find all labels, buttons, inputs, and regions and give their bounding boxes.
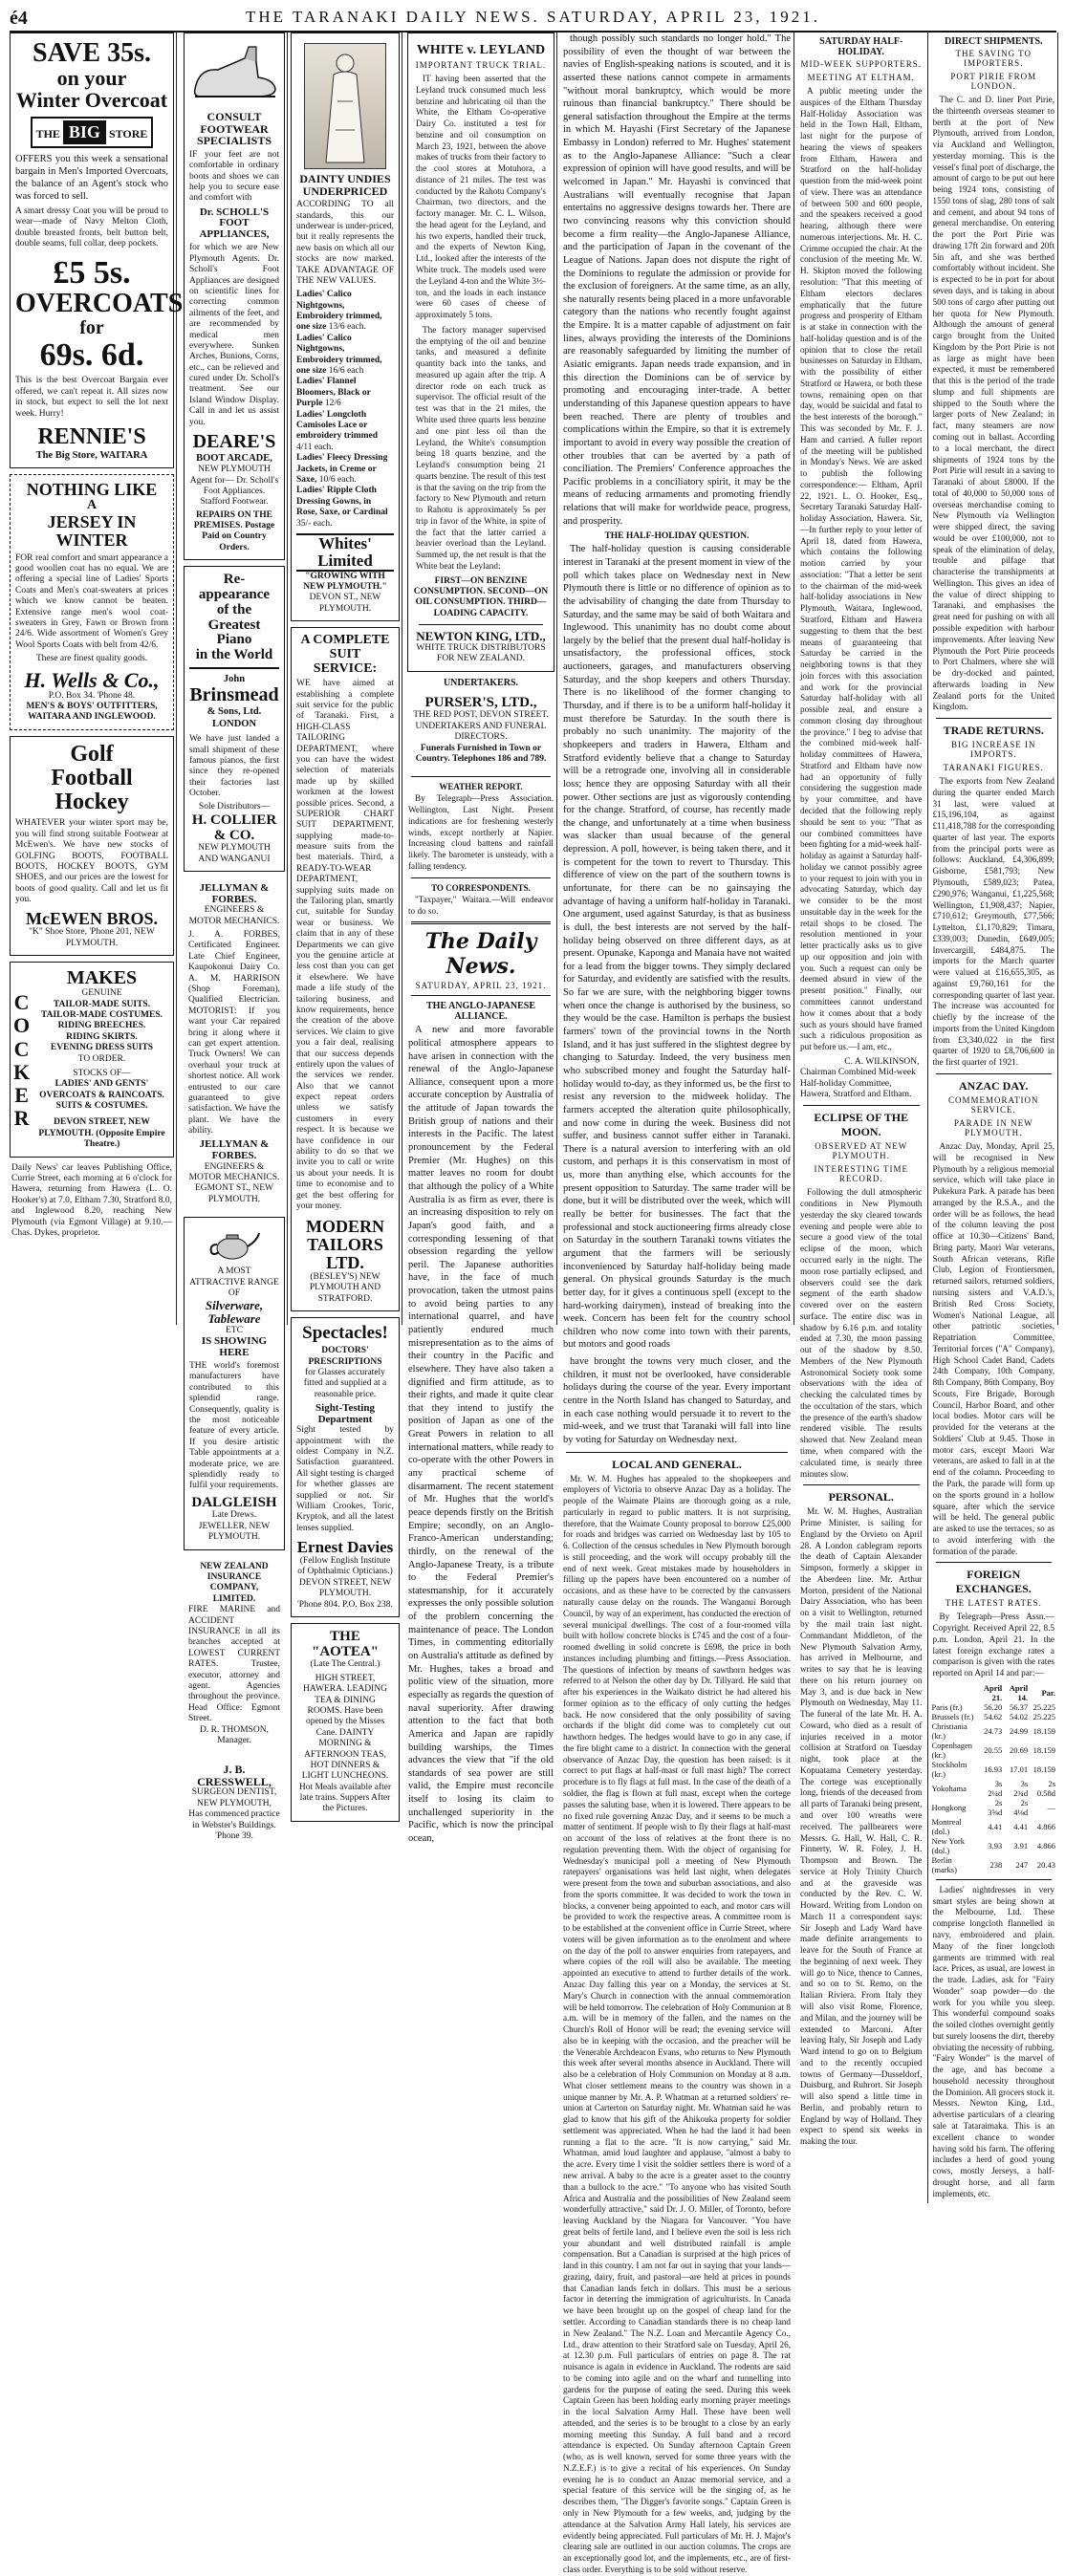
underwear-list — [296, 290, 394, 530]
signature-title: Chairman Combined Mid-week Half-holiday Committee, Hawera, Stratford and Eltham. — [800, 1068, 916, 1100]
table-row: Yokohama 3s 2¼d 3s 2¾d 2s 0.58d — [931, 1778, 1055, 1798]
makes-item: GENUINE — [81, 988, 122, 999]
weather-heading: WEATHER REPORT. — [439, 782, 523, 792]
pursers-sub: THE RED POST, DEVON STREET. UNDERTAKERS AND FUNERAL DIRECTORS. — [413, 710, 549, 743]
piano-text: We have just landed a small shipment of these famous pianos, the first since they re-opened their factories last October. — [189, 734, 279, 799]
big-store-ad — [10, 32, 184, 468]
half-holiday-text: The half-holiday question is causing considerable interest in Taranaki at the present moment in view of the poll which takes place on Wednesday next in New Plymouth there is little or no difference of opinion as to the advisability of changing the date from Thursday to Saturday, and the same may be said of both Waitara and Inglewood. This unanimity has no doubt come about largely by the belief that the present dual half-holiday is unsatisfactory, the professional offices, stock auctioneers, garages, and manufacturers observing Saturday, and the shop keepers and others Thursday. There is no likelihood of the former changing to Thursday, and if there is to be a uniform half-holiday it must therefore be Saturday. In the south there is probably no such unanimity. The majority of the shopkeepers and traders in Hawera, Eltham and Stratford evidently believe that a change to Saturday will be a retrograde one, involving all in considerable loss; hence they are opposing Saturday with all their power. Other sections are just as vigorously contending for the change. Stratford, of course, has recently made the change, and unfortunately at a time when business was slacker than usual because of the general depression. A poll, however, is being taken there, and it is competent for the town to revert to Thursday. This difference of view on the part of the southern towns is unfortunate, for there can be no gainsaying the advantage of having a uniform half-holiday in Taranaki. One argument, used against Saturday, is that as business is dull, the best interests are not served by the half-holiday being observed on three different days, as at present. Opunake, Kaponga and Manaia have not waited for a lead from the bigger towns. They simply declared for Saturday, and evidently are satisfied with the results. So far we are sure, with the neighboring bigger towns when once the change is authorised by the business, so they would be the case. Hamilton is perhaps the busiest farmers' town of the provincial towns in the North Island, and it has just suffered in the slightest degree by changing to Saturday. Indeed, the very business men who subscribed money and fought the Saturday half-holiday would to-day, as they informed us, be the first to resist any reversion to the midweek holiday. The farmers accepted the alteration quite philosophically, and now come in during the week. Business did not suffer, and business cannot suffer either in Taranaki. There is a natural aversion to interfering with an old custom, and perhaps it is this conservatism in most of us, more than anything else, which accounts for the present opposition to Saturday. The same trader will be done, but it will be distributed over the week, which will really be better for businesses. The fact that the professional and stock auctioneering firms already close on Saturday in the southern Taranaki towns vitiates the argument that the farmers will be seriously inconvenienced by Saturday half-holiday being made general. On physical grounds Saturday is the much better day, for it gives a continuous spell (except to the hard-working dairymen), instead of breaking into the week. Concern has been felt for the country school children who now come into town with their parents, but motors and good roads — [563, 544, 791, 1351]
dainty-text: ACCORDING TO all standards, this our underwear is under-priced, but it really represents the new basis on which all our stocks are now marked. TAKE ADVANTAGE OF THE NEW VALUES. — [296, 200, 394, 286]
ernest-sub: (Fellow English Institute of Ophthalmic Opticians.) DEVON STREET, NEW PLYMOUTH. — [297, 1555, 393, 1599]
modern-tailors-ad — [291, 627, 400, 1311]
cresswell-name: J. B. CRESSWELL, — [197, 1763, 272, 1788]
scholl-heading: Dr. SCHOLL'S FOOT APPLIANCES, — [199, 206, 270, 240]
deares-arcade: BOOT ARCADE, — [196, 453, 272, 465]
silverware-text: THE world's foremost manufacturers have contributed to this splendid range. Consequently, quality is the most noticeable feature of every article. If you desire artistic Table appointments at a moderate price, we are splendidly ready to fulfil your requirements. — [189, 1361, 279, 1491]
direct-shipments-text: The C. and D. liner Port Pirie, the thirteenth overseas steamer to berth at the port of New Plymouth, arrived from London, via Auckland and Wellington, yesterday morning. This is the vessel's final port of discharge, the amount of cargo to be put out here being 1924 tons, consisting of 1550 tons of slag, 280 tons of salt and cement, and about 94 tons of general merchandise. On entering the port the Port Pirie was drawing 17ft 2in forward and 20ft 5in aft, and she was berthed comfortably without incident. She is expected to be in port for about seven days, and is taking in about 500 tons of cargo after putting out her quota for New Plymouth. Although the amount of general cargo brought from the United Kingdom by the Port Pirie is not as large as might have been expected, it must be remembered that this is the period of the trade slump and full shipments are shipped to the South where the larger ports of New Zealand; in fact, many steamers are now coming out in ballast. According to a local merchant, the direct shipments of 1924 tons by the Port Pirie will result in a saving to Taranaki of about £8000. If the total of 40,000 to 50,000 tons of overseas merchandise coming to New Plymouth via Wellington were shipped direct, the saving would be over £100,000, not to speak of the elimination of delay, trouble and pilfage that characterise the transhipments at Wellington. This gives an idea of the value of direct shipping to Taranaki, and emphasises the great need for pushing on with all possible expedition with harbour improvements. After leaving New Plymouth the Port Pirie proceeds to Port Chalmers, where she will be dry-docked and painted, afterwards loading in New Zealand ports for the United Kingdom. — [932, 95, 1054, 712]
jellyman-name-footer: JELLYMAN & FORBES. — [199, 1138, 270, 1161]
wells-name: H. Wells & Co., — [24, 667, 160, 692]
personal-text: Mr. W. M. Hughes, Australian Prime Minister, is sailing for England by the Orvieto on April 28. A London cablegram reports the death of Captain Alexander Simpson, formerly a skipper in the Aberdeen line. Mr. Arthur Morton, president of the National Dairy Association, who has been on a visit to Wellington, returned by the mail train last night. Commandant Middleton, of the New Plymouth Salvation Army, has arrived in Melbourne, and writes to say that he is leaving there on his return journey on May 3, and is due back in New Plymouth on Wednesday, May 11. The funeral of the late Mr. H. A. Coward, who died as a result of injuries received in a motor collision at Stratford on Tuesday night, took place at the Kopuatama Cemetery yesterday. The cortege was exceptionally long, friends of the deceased from all parts of Taranaki being present, and over 100 wreaths were received. The pallbearers were Messrs. G. Hall, W. Hall, C. R. Finnerty, W. R. Foley, J. H. Thompson and Brown. The service at Holy Trinity Church and at the graveside was conducted by the Rev. C. W. Howard. Writing from London on March 11 a correspondent says: Sir Joseph and Lady Ward have made definite arrangements to leave for the South of France at the beginning of next week. They will go to Nice, thence to Cannes, and so on to St. Remo, on the Italian Riviera. From Italy they will also visit Rome, Florence, and Milan, and the journey will be extended to Marconi. After leaving Italy, Sir Joseph and Lady Ward intend to go on to Belgium and to the recently occupied towns of Germany—Dusseldorf, Duisburg, and Ruhrort. Sir Joseph will also spend a little time in Berlin, and probably return to England by way of Holland. They expect to spend six weeks in making the tour. — [800, 1506, 923, 2147]
makes-item: STOCKS OF— — [73, 1068, 131, 1078]
direct-shipments-sub: THE SAVING TO IMPORTERS. — [955, 49, 1032, 68]
cocker-address: DEVON STREET, NEW PLYMOUTH. (Opposite Empire Theatre.) — [38, 1117, 165, 1150]
pursers-text: Funerals Furnished in Town or Country. Telephones 186 and 789. — [415, 743, 547, 764]
shoe-illustration — [189, 39, 281, 106]
direct-shipments-heading: DIRECT SHIPMENTS. — [944, 36, 1043, 47]
cresswell-ad — [184, 1758, 285, 1848]
jersey-text: FOR real comfort and smart appearance a good woollen coat has no equal. We are offering a special line of Ladies' Sports Coats and Men's coat-sweaters at prices which we know cannot be beaten. Extensive range men's wool coat-sweaters in Grey, Fawn or Brown from 24/6. Wide assortment of Women's Grey Wool Sports Coats with belt from 42/6. — [15, 552, 168, 650]
insurance-company: NEW ZEALAND INSURANCE COMPANY, LIMITED. — [200, 1561, 269, 1604]
half-holiday-continued: have brought the towns very much closer, and the children, it must not be overlooked, have considerable holidays during the course of the year. Every important centre in the North Island has changed to Saturday, and in each case nothing would persuade it to revert to the mid-week, and we trust that Taranaki will fall into line by voting for Saturday on Wednesday next. — [563, 1356, 791, 1445]
big-store-logo — [15, 117, 168, 148]
aotea-text: HIGH STREET, HAWERA. LEADING TEA & DINING ROOMS. Have been opened by the Misses Cane. DAINTY MORNING & AFTERNOON TEAS, HOT DINNERS & LIGHT LUNCHEONS. Hot Meals available after late trains. Suppers After the Pictures. — [298, 1673, 392, 1814]
piano-line3: Greatest Piano — [207, 617, 261, 648]
table-header-row: April 21. April 14. Par. — [983, 1682, 1055, 1702]
publishing-imprint: Daily News' car leaves Publishing Office, Currie Street, each morning at 6 o'clock for Hawera, returning from Hawera (L. O. Hooker's) at 7.0, Eltham 7.30, Stratford 8.0, and Inglewood 8.20, reaching New Plymouth (via Egmont Village) at 9.10.—Chas. Dykes, proprietor. — [11, 1162, 172, 1238]
exchange-table — [930, 1683, 1058, 1874]
sole-distributors: Sole Distributors— — [198, 802, 271, 812]
makes-item: TAILOR-MADE COSTUMES. — [40, 1009, 163, 1020]
makes-item: LADIES' AND GENTS' OVERCOATS & RAINCOATS. — [39, 1079, 164, 1100]
wells-contact: P.O. Box 34. 'Phone 48. — [48, 690, 136, 701]
page-number: é4 — [10, 8, 28, 29]
anzac-sub2: PARADE IN NEW PLYMOUTH. — [953, 1118, 1033, 1138]
overcoats-label: OVERCOATS — [15, 289, 184, 319]
brinsmead-london: LONDON — [211, 719, 257, 730]
table-row: Montreal (dol.) 4.41 4.41 4.866 — [931, 1816, 1055, 1836]
mcewen-name: McEWEN BROS. — [25, 908, 158, 928]
jellyman-name: JELLYMAN & FORBES. — [199, 882, 270, 905]
makes-item: TO ORDER. — [77, 1053, 126, 1064]
collier-location: NEW PLYMOUTH AND WANGANUI — [198, 843, 271, 864]
modern-label: MODERN — [306, 1217, 384, 1237]
masthead — [10, 6, 1056, 32]
dalgleish-sub: Late Drews. JEWELLER, NEW PLYMOUTH. — [198, 1510, 271, 1543]
cocker-letter: C — [13, 1036, 30, 1061]
saturday-sub2: MEETING AT ELTHAM. — [807, 73, 915, 82]
jersey-ad — [10, 474, 174, 730]
weather-text: By Telegraph—Press Association. Wellington, Last Night. Present indications are for freshening westerly winds, except northerly at Napier. Increasing cloud battens and rainfall likely. The barometer is unsteady, with a falling tendency. — [408, 793, 554, 871]
eclipse-sub2: INTERESTING TIME RECORD. — [814, 1164, 909, 1184]
jersey-line2: A — [86, 498, 98, 513]
eclipse-text: Following the dull atmospheric conditions in New Plymouth yesterday the sky cleared towards evening and people were able to secure a good view of the total eclipse of the moon, which occurred early in the night. The moon rose partially eclipsed, and observers could see the dark segment of the earth shadow covered over on the eastern surface. The entire disc was in shadow by 6.16 p.m. and totality ended at 7.30, the moon passing out of the shadow by 8.50. Members of the New Plymouth Astronomical Society took some observations with the idea of checking the calculated times by the occultation of the stars, which the presence of the earth's shadow rendered visible. The results showed that New Zealand mean time, when compared with the calculated time, is nearly three minutes slow. — [800, 1187, 923, 1479]
column-4 — [405, 32, 557, 1844]
silverware-title: Silverware, Tableware — [205, 1298, 264, 1326]
deares-agent: Agent for— Dr. Scholl's Foot Appliances. Stafford Footwear. — [189, 475, 279, 508]
cresswell-title: SURGEON DENTIST, NEW PLYMOUTH, — [191, 1787, 277, 1808]
save-headline: SAVE 35s. — [33, 38, 151, 68]
table-row: Hongkong 2s 3⅝d 2s 4⅛d — — [931, 1797, 1055, 1817]
local-general-heading: LOCAL AND GENERAL. — [612, 1457, 742, 1471]
piano-line1: Re-appearance — [198, 572, 271, 603]
column-6-left — [797, 32, 928, 2203]
column-6 — [797, 32, 1058, 2198]
offer-text: OFFERS you this week a sensational bargain in Men's Imported Overcoats, the balance of an Agent's stock who was forced to sell. — [15, 153, 168, 202]
suit-text: WE have aimed at establishing a complete suit service for the public of Taranaki. First, a HIGH-CLASS TAILORING DEPARTMENT, where you can have the widest selection of materials made up by skilled workmen at the lowest possible prices. Second, a SUPERIOR CHART SUIT DEPARTMENT, supplying made-to-measure suits from the best materials. Third, a READY-TO-WEAR DEPARTMENT, supplying suits made on the Tailoring plan, smartly cut, suitable for Sunday wear or business. We claim that in any of these Departments we can give you the genuine article at less cost than you can get it elsewhere. We have made a life study of the tailoring business, and know requirements, hence the creation of the above services. We claim to give you a fair deal, realising that our success depends entirely upon the values of the services we render. Also that we cannot expect repeat orders unless we satisfy customers in every respect. It is because we have confidence in our ability to do so that we invite you to call or write us about your needs. It is time to economise and to get the best offering for your money. — [296, 679, 394, 1211]
signature: C. A. WILKINSON, — [844, 1056, 920, 1067]
ernest-name: Ernest Davies — [296, 1538, 394, 1557]
anzac-heading: ANZAC DAY. — [959, 1079, 1029, 1093]
jellyman-address: ENGINEERS & MOTOR MECHANICS. EGMONT ST., NEW PLYMOUTH. — [188, 1161, 280, 1204]
whites-ad — [291, 32, 400, 621]
piano-line2: of the — [216, 601, 252, 617]
personal-heading: PERSONAL. — [828, 1490, 894, 1504]
table-row: New York (dol.) 3.93 3.91 4.866 — [931, 1835, 1055, 1855]
regular-price: £5 5s. — [53, 254, 131, 291]
insurance-text: FIRE MARINE and ACCIDENT INSURANCE in all its branches accepted at LOWEST CURRENT RATES. Trustee, executor, attorney and agent. Agencies throughout the province. Head Office: Egmont Street. — [188, 1605, 280, 1724]
logo-the: THE — [35, 126, 60, 141]
sight-text: Sight tested by appointment with the oldest Company in N.Z. Satisfaction guaranteed. All sight testing is charged for whether glasses are supplied or not. Sir William Crookes, Toric, Kryptok, and all the latest lenses supplied. — [296, 1425, 394, 1533]
truck-trial-result-text: The factory manager supervised the emptying of the oil and benzine tanks, and measured a definite quantity back into the tanks, and measured up again after the trip. A director rode on each truck as supervisor. The official result of the test was that in the 21 miles, the White used three quarts less benzine and one pint less oil than the Leyland, the White's consumption being 18 quarts benzine, and the Leyland's consumption being 21 quarts benzine. The result of this test is that the saving on the trip from the factory to New Plymouth and return to Rahotu is approximately 5s per trip in favor of the White, in spite of the fact that the latter carried a heavier overload than the Leyland. Summed up, the net result is that the White beat the Leyland: — [416, 324, 546, 571]
table-row: Paris (fr.) 56.20 56.37 25.225 — [931, 1701, 1055, 1712]
aotea-name: THE "AOTEA" — [312, 1628, 379, 1659]
table-row: Copenhagen (kr.) 20.55 20.69 18.159 — [931, 1740, 1055, 1760]
jersey-line3: JERSEY IN — [47, 511, 137, 531]
column-6-right — [928, 32, 1058, 2203]
foreign-exchanges-sub: THE LATEST RATES. — [945, 1598, 1042, 1609]
brinsmead-ad — [184, 566, 285, 872]
best-text: This is the best Overcoat Bargain ever offered, we can't repeat it. All sizes now in stock, but expect to sell the lot next week. Hurry! — [15, 376, 168, 419]
brinsmead-sons: & Sons, Ltd. — [206, 705, 262, 717]
insurance-manager: D. R. THOMSON, Manager. — [200, 1724, 269, 1745]
for-label: for — [79, 316, 104, 338]
ernest-phone: 'Phone 804. P.O. Box 238. — [297, 1599, 393, 1610]
makes-heading: MAKES — [66, 967, 138, 989]
undertakers-heading: UNDERTAKERS. — [443, 677, 519, 688]
sight-heading: Sight-Testing Department — [315, 1402, 375, 1425]
deares-ad — [184, 32, 285, 560]
pursers-name: PURSER'S, LTD., — [424, 694, 537, 710]
collier-name: H. COLLIER & CO. — [191, 812, 277, 843]
eclipse-sub: OBSERVED AT NEW PLYMOUTH. — [815, 1141, 908, 1161]
makes-item: RIDING BREECHES. — [57, 1021, 146, 1031]
list-item: Ladies' Longcloth Camisoles Lace or embroidery trimmed 4/11 each. — [296, 409, 379, 452]
newspaper-title: THE TARANAKI DAILY NEWS. SATURDAY, APRIL 23, 1921. — [245, 8, 821, 26]
pursers-ad — [407, 690, 554, 771]
cocker-letter: R — [13, 1106, 30, 1131]
save-line2: on your — [56, 66, 127, 91]
consult-heading: CONSULT FOOTWEAR SPECIALISTS — [196, 110, 272, 148]
table-row: Christiania (kr.) 24.73 24.99 18.159 — [931, 1721, 1055, 1741]
truck-trial-result: FIRST—ON BENZINE CONSUMPTION. SECOND—ON OIL CONSUMPTION. THIRD—LOADING CAPACITY. — [413, 575, 549, 618]
newton-king-ad — [407, 32, 554, 672]
local-general-text: Mr. W. M. Hughes has appealed to the shopkeepers and employers of Victoria to observe Anzac Day as a holiday. The people of the Waimate Plains are thorough going as a rule, particularly in regard to public matters. It is not surprising, therefore, that the Waimate County proposal to borrow £25,000 for roads and bridges was carried on Wednesday last by 105 to 6. Collection of the census schedules in New Plymouth borough is still proceeding, and the work will occupy probably till the end of next week. Great mistakes made by householders in filling up the papers have been encountered on a number of occasions, and as these have to be corrected by the canvassers naturally cause delay on the rounds. The Wanganui Borough Council, by way of an experiment, has conducted the erection of several municipal dwellings. The cost of a four-roomed villa built with hollow concrete blocks is £745 and the cost of a four-roomed dwelling in solid concrete is £698, the price in both instances including plumbing and fittings.—Press Association. The questions of infection by means of sawthorn hedges was referred to at Nelson the other day by Dr. Tillyard. He said that after his experiences in the Waikato district he had altered his former opinion as to the efficacy of only cutting the hedges back. He now considered that the only possibility of saving orchards if the blight did come was to completely cut out hawthorn hedges. The hedges would have to go in any case, if the fire blight came to a district. In connection with the general observance of Anzac Day, the question has been raised: is it correct to put flags at half-mast or full mast high? The correct procedure is to fly flags at full mast. In the case of the death of a soldier, the flag is flown at full mast, except when the cortege passes the saluting base, when it is lowered. There appears to be no fixed rule governing Anzac Day, and it seems to be much a matter of sentiment. If people wish to fly their flags at half-mast on account of the loss of relatives at the front there is no regulation preventing them. With the object of organising for Wednesday's municipal poll a meeting of New Plymouth ratepayers' organisations was held last night, when delegates were present from the town and suburban associations, and also from the sports committee. It was decided to work the town in blocks, a convener being appointed to each, and motor cars will be provided to work the respective areas. A committee room is to be established at the convenient office in Currie Street, where voters will be given information as to the enrolment and where on the day of the poll to answer enquiries from ratepayers, and where copies of the roll will also be available. The meeting appointed an executive to attend to further details of the work. Anzac Day falling this year on a Monday, the services at St. Mary's Church in connection with the annual commemoration will be held tomorrow. The celebration of Holy Communion at 8 a.m. will be in memory of the fallen, and the names on the Church's Roll of Honor will be read; the evening service will also be in keeping with the occasion, and the preacher will be the Venerable Archdeacon Evans, who returns to New Plymouth this week after several months absence in Auckland. There will also be a celebration of Holy Communion on Monday at 8 a.m. What closer settlement means to the country was shown in a unique manner by Mr. A. P. Whatman at a returned soldiers' re-union at Carterton on Saturday night. Mr. Whatman said he was glad to know that his gift of the Ahikouka property for soldier settlement was appreciated. When he had the land it had been running a flat to the acre. "It is now carrying," said Mr. Whatman, amid loud laughter and applause, "almost a baby to the acre. Every time I visit the soldier settlers there is word of a new arrival. A baby to the acre is a greater asset to the country than a bullock to the acre." "To anyone who has visited South Africa and Australia and the possibilities of New Zealand seem wonderfully attractive," said Dr. J. O. Miller, of Toronto, before leaving Auckland by the Niagara for Vancouver. "You have great belts of fertile land, and I believe even the soil is less rich your abundant and well distributed rainfall is ample compensation. But a Canadian is surprised at the high prices of land in this country. I am not far out in saying that your lands—grazing, dairy, fruit, and pastoral—are held at prices in pounds that Canadian lands fetch in dollars. This must be a serious factor in deterring the immigration of agriculturists. In Canada we have been brought up on the gospel of cheap land for the settler. According to Canadian standards there is no cheap land in New Zealand." The N.Z. Loan and Mercantile Agency Co., Ltd., draw attention to their Stratford sale on Tuesday, April 26, at 12.30 p.m. Full particulars of entries on page 8. The rat nuisance is again in evidence in Auckland. The rodents are said to be coming into agile and on the wharf and tunnelling into gardens for the purpose of eating the seed. During this week Captain Green has been holding early morning prayer meetings in the local Salvation Army Hall. These have been well attended, and the series is to be brought to a close by an early morning meeting this Sunday. A full band and a record attendance is expected. On Sunday afternoon Captain Green (who, as is well known, served for some three years with the N.Z.E.F.) is to give a recital of his experiences. On Sunday evening he is to conduct an Anzac memorial service, and a special feature of this service will be the singing of, as he describes them, "The Digger's favorite songs." Captain Green is only in New Plymouth for a few weeks, and, judging by the attendance at the Salvation Army Hall lately, his services are evidently being appreciated. Full particulars of Mr. H. J. Major's clearing sale are outlined in our auction columns. The crops are an exceptionally good lot, and the implements, etc., are of first-class order. Everything is to be sold without reserve. — [563, 1473, 791, 2574]
saturday-heading: SATURDAY HALF-HOLIDAY. — [819, 36, 903, 57]
insurance-ad — [184, 1556, 285, 1753]
saturday-sub: MID-WEEK SUPPORTERS. — [800, 59, 922, 69]
john-label: John — [223, 673, 246, 684]
figure-icon — [305, 44, 385, 168]
table-row: Brussels (fr.) 54.62 54.02 25.225 — [931, 1711, 1055, 1721]
saturday-text: A public meeting under the auspices of the Eltham Thursday Half-Holiday Association was held in the Town Hall, Eltham, last night for the purpose of hearing the views of speakers from Eltham, Hawera and Stratford on the half-holiday question from the mid-week point of view. There was an attendance of between 500 and 600 people, and the speakers received a good hearing, although there were numerous interjections. Mr. H. C. Crimme occupied the chair. At the conclusion of the meeting Mr. W. H. Skipton moved the following resolution: "That this meeting of Eltham electors declares emphatically that the future progress and prosperity of Eltham is at stake in connection with the half-holiday question and is of the opinion that to close the retail businesses on Saturday in Eltham, with the possibility of either Stratford or Hawera, or both these towns, remaining open on that day, would be suicidal and fatal to the best interests of the borough." This was seconded by Mr. F. J. Ham and carried. A fuller report of the meeting will be published in Monday's News. We are asked to publish the following correspondence:— Eltham, April 22, 1921. L. O. Hooker, Esq., Secretary Taranaki Saturday Half-holiday Association, Hawera. Sir,—In further reply to your letter of April 18, dated from Hawera, which contains the following motion carried by your association: "That a letter be sent to the chairman of the mid-week half-holiday associations in New Plymouth, Waitara, Inglewood, Stratford, Eltham and Hawera suggesting to them that the best means of guaranteeing that Saturday be carried in the neighboring towns is that they join forces with this association and work for the provincial Saturday half-holiday with all possible zeal, and ensure a common closing day throughout the province." I beg to advise that the combined mid-week half-holiday committees of Hawera, Stratford and Eltham have now had an opportunity of fully considering the suggestion made by your committee, and have decided that the following reply should be sent to you: "That as our combined committees have been fighting for a mid-week half-holiday as against a Saturday half-holiday we cannot possibly agree to your request to join with you in advocating Saturday, which day we consider to be the most unsuitable day in the week for the retail shops to be closed. The resolution mentioned in your letter practically asks us to give up our opposition and join with you. Such a request can only be deemed absurd in view of the present position." Finally, our committees cannot understand how it comes about that a body such as yours should have framed such a ridiculous proposition as put before us.—I am, etc., — [800, 86, 923, 1052]
golf-line2: Football — [51, 766, 133, 790]
whites-address: DEVON ST., NEW PLYMOUTH. — [309, 593, 381, 614]
cresswell-text: Has commenced practice in Webster's Buildings. 'Phone 39. — [188, 1809, 280, 1842]
jersey-quality: These are finest quality goods. — [35, 654, 148, 664]
spectacles-heading: Spectacles! — [302, 1323, 388, 1344]
mcewen-address: "K" Shoe Store, 'Phone 201, NEW PLYMOUTH. — [29, 927, 155, 948]
logo-big: BIG — [63, 120, 106, 144]
alliance-text: A new and more favorable political atmosphere appears to have arisen in connection with the renewal of the Anglo-Japanese Alliance, consequent upon a more accurate conception by Australia of the attitude of Japan towards the British group of nations and their interests in the Pacific. The latest pronouncement by the Federal Premier (Mr. Hughes) on this matter leaves no room for doubt that although the policy of a White Australia is as firm as ever, there is an increasing disposition to rely on Japan's good faith, and a corresponding lessening of that obsession regarding the yellow peril. The Japanese authorities have, in the face of much provocation, taken the utmost pains to avoid being parties to any international quarrel, and have patiently endured much misrepresentation as to the aims of their country in the Pacific and elsewhere. They have also taken a dignified and firm attitude, as to their rights, and made it quite clear that they intend to justify the position of Japan as one of the Great Powers in relation to all international matters, while ready to co-operate with the other Powers in any practical scheme of disarmament. The recent statement of Mr. Hughes that the world's peace depends firstly on the British Empire; secondly, on an Anglo-Franco-American understanding; thirdly, on the renewal of the Anglo-Japanese Treaty, is a tribute to the Federal Premier's statesmanship, for it accurately expresses the only possible solution of the problem concerning the maintenance of peace. The London Times, in commenting editorially on Australia's attitude as defined by Mr. Hughes, takes a broad and politic view of the situation, more especially as regards the question of naval superiority. After drawing attention to the fact that both America and Japan are rapidly building warships, the Times advances the view that "if the old standards of sea power are still valid, the Empire must reconcile itself to losing its claim to unchallenged superiority in the Pacific, which is now the principal ocean, — [408, 1025, 554, 1844]
sale-price: 69s. 6d. — [39, 336, 144, 373]
jellyman-text: J. A. FORBES, Certificated Engineer. Late Chief Engineer, Kaupokonui Dairy Co. A. M. HARRISON (Shop Foreman), Qualified Electrician. MOTORIST: If you want your Car repaired bring it along where it can get expert attention. Truck Owners! We can overhaul your truck at shortest notice. All work entrusted to our care guaranteed to give satisfaction. We have the plant. We have the ability. — [188, 930, 280, 1136]
trade-returns-sub: BIG INCREASE IN IMPORTS. — [951, 740, 1036, 760]
newton-king-sub: WHITE TRUCK DISTRIBUTORS FOR NEW ZEALAND. — [416, 642, 546, 664]
table-row: Stockholm (kr.) 16.93 17.01 18.159 — [931, 1759, 1055, 1779]
foreign-exchanges-heading: FOREIGN EXCHANGES. — [955, 1568, 1032, 1596]
editorial-date: SATURDAY, APRIL 23, 1921. — [415, 981, 547, 991]
wells-tagline: MEN'S & BOYS' OUTFITTERS, WAITARA AND INGLEWOOD. — [26, 702, 158, 723]
dainty-heading: DAINTY UNDIES UNDERPRICED — [299, 172, 391, 198]
foreign-exchanges-text: By Telegraph—Press Assn.—Copyright. Received April 22, 8.5 p.m. London, April 21. In the latest foreign exchange rates a comparison is given with the rates reported on April 14 and par:— — [932, 1612, 1054, 1678]
cocker-letter: K — [13, 1059, 31, 1084]
logo-store: STORE — [108, 126, 148, 141]
consult-text: IF your feet are not comfortable in ordinary boots and shoes we can help you to secure ease and comfort with — [189, 149, 279, 204]
dalgleish-ad — [184, 1217, 285, 1550]
white-leyland-heading: WHITE v. LEYLAND — [416, 43, 546, 57]
anzac-text: Anzac Day, Monday, April 25, will be recognised in New Plymouth by a religious memorial service, which will take place in Pukekura Park. A parade has been arranged by the R.S.A., and the order will be as follows, the head of the column leaving the post office at 10.30—Citizens' Band, Bring party, Maori War veterans, South African veterans, Rifle Club, Legion of Frontiersmen, returned sailors, returned soldiers, nursing sisters and V.A.D.'s, British Red Cross Society, Women's National League, all other patriotic societies, Repatriation Committee, Territorial forces ("A" Company), High School Cadet Band, Cadets 24th Company, 10th Company, 8th Company, 86th Company, Boy Scouts, Fire Brigade, Borough Council, Harbor Board, and other local bodies. Motor cars will be provided for the veterans at the Soldiers' Club at 9.45. Those in motor cars, except Maori War veterans, are asked to fall in at the end of the column. Proceeding to the Park, the parade will form up on the sports ground in a hollow square, after which the service will be held. The general public are asked to use the terraces, so as to avoid interfering with the formation of the parade. — [932, 1141, 1054, 1556]
whites-tagline: "GROWING WITH NEW PLYMOUTH." — [303, 571, 387, 592]
golf-text: WHATEVER your winter sport may be, you will find strong suitable Footwear at McEwen's. We have new stocks of GOLFING BOOTS, FOOTBALL BOOTS, HOCKEY BOOTS, GYM SHOES, and our prices are the lowest for boots of good quality. Call and let us fit you. — [15, 818, 168, 905]
golf-ad — [10, 736, 174, 956]
makes-item: RIDING SKIRTS. — [66, 1031, 138, 1042]
trade-returns-text: The exports from New Zealand during the quarter ended March 31 last, were valued at £15,196,104, as against £11,418,788 for the corresponding quarter of last year. The exports from the principal ports were as follows: Auckland, £4,306,899; Gisborne, £581,793; New Plymouth, £589,023; Patea, £290,976; Wanganui, £1,225,568; Wellington, £1,908,437; Napier, £710,612; Greymouth, £77,566; Lyttelton, £1,170,829; Timaru, £339,003; Dunedin, £649,005; Invercargill, £484,875. The imports for the March quarter were valued at £16,655,305, as against £9,760,161 for the corresponding quarter of last year. The increase was accounted for chiefly by the increase of the imports from the United Kingdom from £3,340,022 in the first quarter of 1920 to £8,706,600 in the first quarter of 1921. — [932, 776, 1054, 1068]
whites-name: Whites' Limited — [296, 533, 394, 572]
anzac-sub: COMMEMORATION SERVICE. — [947, 1095, 1039, 1115]
alliance-continued: though possibly such standards no longer hold." The possibility of even the thought of war between the navies of English-speaking nations is scouted, and it is asserted these nations cannot compete in armaments "without moral bankruptcy, which would be more ruinous than financial bankruptcy." There should be general satisfaction throughout the Empire at the terms in which M. Hayashi (First Secretary of the Japanese Embassy in London) referred to Mr. Hughes' statement as to the Anglo-Japanese Alliance: "Such a clear expression of opinion will have good results, and will be welcomed in Japan." Mr. Hayashi is convinced that Australians will eventually recognise that Japan entertains no aggressive designs towards her. There are two convincing reasons why this conviction should become a firm reality—the Anglo-Japanese Alliance, and the participation of Japan in the covenant of the League of Nations. Japan does not dispute the right of the Dominions to regulate the admission or provide for the exclusion of foreigners. At the same time, as an ally, she naturally resents being placed in a more unfavorable category than the nations who recently fought against the Empire. It is a matter capable of adjustment on fair lines, always providing the interests of the Dominions are reasonably safeguarded by limiting the number of Asiatic emigrants. Japan needs trade expansion, and in this direction the Dominions can be of service by promoting and encouraging inter-trade. A better understanding of this Japanese question appears to have been reached. There are plenty of troubles and complications within the Empire, so that it is extremely important to avoid in every way possible the creation of other troubles that can be averted by a path of conciliation. The Premiers' Conference approaches the Pacific problems in a conciliatory spirit, it may be the means of reducing armaments and promoting friendly relations that will make for worldwide peace, progress, and prosperity. — [563, 33, 791, 527]
makes-item: TAILOR-MADE SUITS. — [53, 999, 151, 1009]
daily-news-nameplate: The Daily News. — [424, 929, 537, 980]
cocker-letter: C — [13, 990, 30, 1015]
suit-heading: A COMPLETE SUIT SERVICE: — [300, 633, 390, 676]
cocker-letter: O — [13, 1013, 31, 1038]
cocker-ad — [10, 962, 174, 1157]
rennies-name: RENNIE'S — [37, 423, 146, 449]
direct-shipments-sub2: PORT PIRIE FROM LONDON. — [950, 72, 1037, 91]
column-5 — [560, 32, 794, 2574]
list-item: Ladies' Calico Nightgowns, Embroidery trimmed, one size 16/6 each — [296, 333, 382, 377]
deares-location: NEW PLYMOUTH — [198, 465, 271, 475]
trade-returns-heading: TRADE RETURNS. — [943, 724, 1044, 738]
silverware-etc: ETC — [226, 1325, 243, 1335]
list-item: Ladies' Flannel Bloomers, Black or Purple 12/6 — [296, 377, 371, 409]
piano-line4: in the World — [195, 647, 273, 663]
correspondents-text: "Taxpayer," Waitara.—Will endeavor to do so. — [408, 894, 554, 916]
correspondents-heading: TO CORRESPONDENTS. — [431, 882, 531, 893]
prescriptions-label: DOCTORS' PRESCRIPTIONS — [308, 1346, 382, 1367]
makes-item: EVENING DRESS SUITS — [50, 1043, 154, 1053]
scholl-text: for which we are New Plymouth Agents. Dr. Scholl's Foot Appliances are designed on scientific lines for correcting common ailments of the feet, and are recommended by medical men everywhere. Sunken Arches, Bunions, Corns, etc., can be relieved and cured under Dr. Scholl's treatment. See our Island Window Display. Call in and let us assist you. — [189, 243, 279, 427]
fashion-notes-text: Ladies' nightdresses in very smart styles are being shown at the Melbourne, Ltd. These comprise longcloth flannelled in navy, embroidered and plain. Many of the finer longcloth garments are trimmed with real lace. Prices, as usual, are lowest in the trade. Ladies, ask for "Fairy Wonder" soap powder—do the work for you while you sleep. This wonderful compound soaks the soiled clothes overnight gently but surely loosens the dirt, thereby obviating the necessity of rubbing. "Fairy Wonder" is the marvel of the age, and has become a household necessity throughout the Dominion. All grocers stock it. Messrs. Newton King, Ltd., advertise particulars of a clearing sale at Tataraimaka. This is an excellent chance to wonder having sold his farm. The offering includes a herd of good young cows, mostly Jerseys, a half-drought horse, and all farm implements, etc. — [932, 1884, 1054, 2198]
tailors-sub: (BESLEY'S) NEW PLYMOUTH AND STRATFORD. — [309, 1272, 381, 1304]
list-item: Ladies' Ripple Cloth Dressing Gowns, in Rose, Saxe, or Cardinal 35/- each. — [296, 486, 388, 529]
jellyman-ad — [184, 877, 285, 1211]
jersey-line1: NOTHING LIKE — [26, 480, 158, 500]
deares-repairs: REPAIRS ON THE PREMISES. Postage Paid on Country Orders. — [193, 509, 275, 552]
smart-text: A smart dressy Coat you will be proud to wear—made of Navy Melton Cloth, double breasted fronts, belt button belt, double seams, full collar, deep pockets. — [15, 206, 168, 249]
column-3 — [289, 32, 402, 1814]
tailors-label: TAILORS LTD. — [307, 1235, 383, 1273]
aotea-former: (Late The Central.) — [310, 1659, 380, 1670]
makes-item: SUITS & COSTUMES. — [55, 1101, 148, 1112]
aotea-ad — [291, 1623, 400, 1822]
prescriptions-text: for Glasses accurately fitted and supplied at a reasonable price. — [303, 1367, 387, 1399]
showing-here: IS SHOWING HERE — [201, 1334, 268, 1358]
newton-king-name: NEWTON KING, LTD., — [416, 629, 546, 644]
trade-returns-sub2: TARANAKI FIGURES. — [943, 763, 1044, 773]
dalgleish-name: DALGLEISH — [191, 1494, 277, 1510]
truck-trial-text: IT having been asserted that the Leyland truck consumed much less benzine and lubricating oil than the White, the Eltham Co-operative Dairy Co. instituted a test for benzine and oil consumption on March 23, 1921, between the above makes of trucks from their factory to the cool stores at Motuhora, a distance of 21 miles. The test was conducted by the Rahotu Company's Chairman, two directors, and the factory manager. Mr. C. L. Wilson, the head agent for the Leyland, and his two experts, handled their truck, and the experts of Newton King, Ltd., looked after the interests of the White truck. The models used were the Leyland 4-ton and the White 3½-ton, and the loads in each instance were 60 cases of cheese of approximately 5 tons. — [416, 74, 546, 320]
list-item: Ladies' Fleecy Dressing Jackets, in Creme or Saxe, 10/6 each. — [296, 453, 388, 485]
eclipse-heading: ECLIPSE OF THE MOON. — [814, 1111, 909, 1139]
half-holiday-heading: THE HALF-HOLIDAY QUESTION. — [604, 531, 750, 542]
silverware-intro: A MOST ATTRACTIVE RANGE OF — [189, 1266, 279, 1298]
alliance-heading: THE ANGLO-JAPANESE ALLIANCE. — [426, 1001, 535, 1023]
cocker-vertical — [13, 991, 30, 1130]
truck-trial-subheading: IMPORTANT TRUCK TRIAL. — [415, 60, 547, 70]
column-2 — [182, 32, 288, 1842]
golf-line1: Golf — [70, 741, 114, 767]
brinsmead-name: Brinsmead — [189, 683, 279, 705]
save-line3: Winter Overcoat — [15, 88, 168, 113]
teapot-icon — [206, 1223, 263, 1262]
jellyman-trade: ENGINEERS & MOTOR MECHANICS. — [188, 905, 280, 926]
jersey-line4: WINTER — [55, 530, 128, 550]
deares-name: DEARE'S — [192, 431, 276, 453]
column-1 — [8, 32, 184, 1325]
lady-illustration — [304, 43, 386, 169]
list-item: Ladies' Calico Nightgowns, Embroidery trimmed, one size 13/6 each. — [296, 290, 382, 333]
golf-line3: Hockey — [54, 790, 129, 815]
rennies-location: The Big Store, WAITARA — [35, 450, 148, 462]
spectacles-ad — [291, 1317, 400, 1617]
cocker-letter: E — [14, 1082, 29, 1107]
table-row: Berlin (marks) 238 247 20.43 — [931, 1854, 1055, 1874]
